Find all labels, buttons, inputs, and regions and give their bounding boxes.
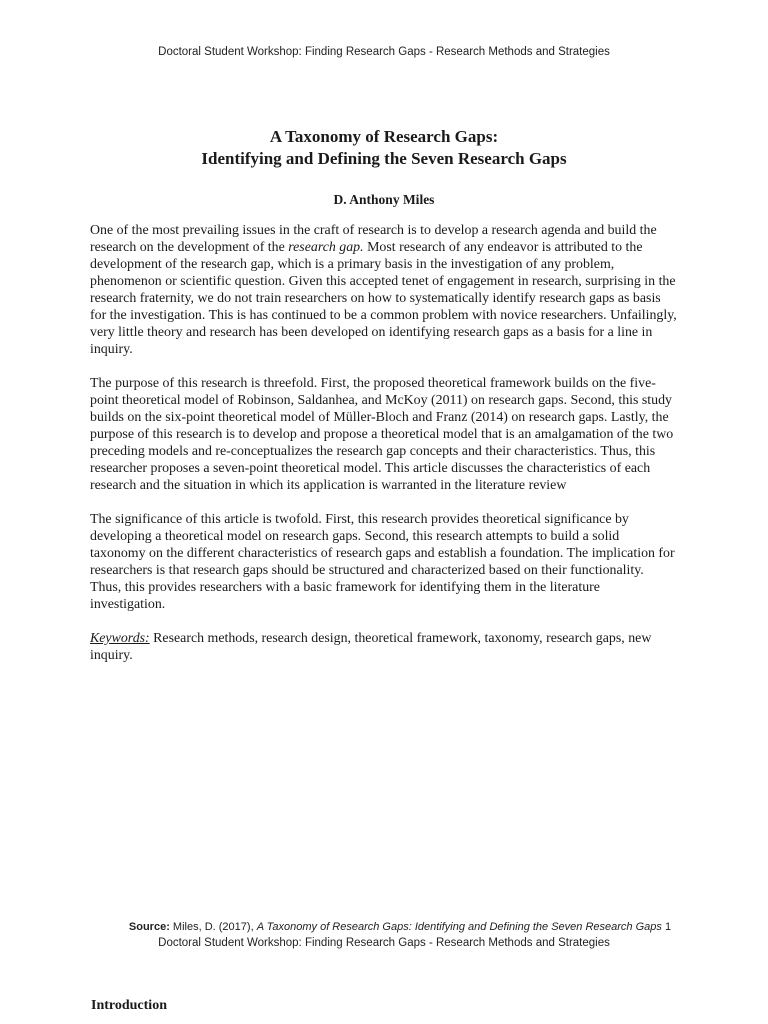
source-citation [0, 921, 768, 933]
abstract-body [90, 222, 678, 681]
page-2-running-header: Doctoral Student Workshop: Finding Research Gaps - Research Methods and Strategies [158, 937, 610, 949]
title-line-1: A Taxonomy of Research Gaps: [269, 127, 499, 146]
keywords-label: Keywords: [90, 631, 150, 646]
page-number: 1 [661, 921, 672, 933]
document-title [0, 126, 768, 170]
section-heading-introduction: Introduction [91, 998, 167, 1013]
running-header: Doctoral Student Workshop: Finding Research Gaps - Research Methods and Strategies [158, 46, 610, 58]
paragraph-1-italic-term: research gap. [288, 240, 364, 255]
paragraph-1 [90, 222, 678, 358]
keywords [90, 630, 678, 664]
author-name: D. Anthony Miles [333, 192, 435, 207]
source-title: A Taxonomy of Research Gaps: Identifying and Defining the Seven Research Gaps [256, 921, 662, 933]
source-text: Miles, D. (2017), [169, 921, 257, 933]
title-line-2: Identifying and Defining the Seven Research Gaps [201, 149, 567, 168]
paragraph-1-start: One of the most prevailing issues in the craft of research is to develop a research agenda and build the research on the development of the [90, 223, 657, 255]
keywords-text: Research methods, research design, theoretical framework, taxonomy, research gaps, new inquiry. [90, 631, 652, 663]
paragraph-2: The purpose of this research is threefold. First, the proposed theoretical framework builds on the five-point theoretical model of Robinson, Saldanhea, and McKoy (2011) on research gaps. Second, this study builds on the six-point theoretical model of Müller-Bloch and Franz (2014) on research gaps. Lastly, the purpose of this research is to develop and propose a theoretical model that is an amalgamation of the two preceding models and re-conceptualizes the research gap concepts and their characteristics. Thus, this researcher proposes a seven-point theoretical model. This article discusses the characteristics of each research and the situation in which its application is warranted in the literature review [90, 376, 674, 493]
paragraph-1-end: Most research of any endeavor is attributed to the development of the research gap, which is a primary basis in the investigation of any problem, phenomenon or scientific question. Given this accepted tenet of engagement in research, surprising in the research fraternity, we do not train researchers on how to systematically identify research gaps as basis for the investigation. This is has continued to be a common problem with novice researchers. Unfailingly, very little theory and research has been developed on identifying research gaps as a basis for a line in inquiry. [90, 240, 677, 357]
source-label: Source: [128, 921, 170, 933]
paragraph-3: The significance of this article is twofold. First, this research provides theoretical significance by developing a theoretical model on research gaps. Second, this research attempts to build a solid taxonomy on the different characteristics of research gaps and establish a foundation. The implication for researchers is that research gaps should be structured and characterized based on their functionality. Thus, this provides researchers with a basic framework for identifying them in the literature investigation. [90, 512, 675, 612]
